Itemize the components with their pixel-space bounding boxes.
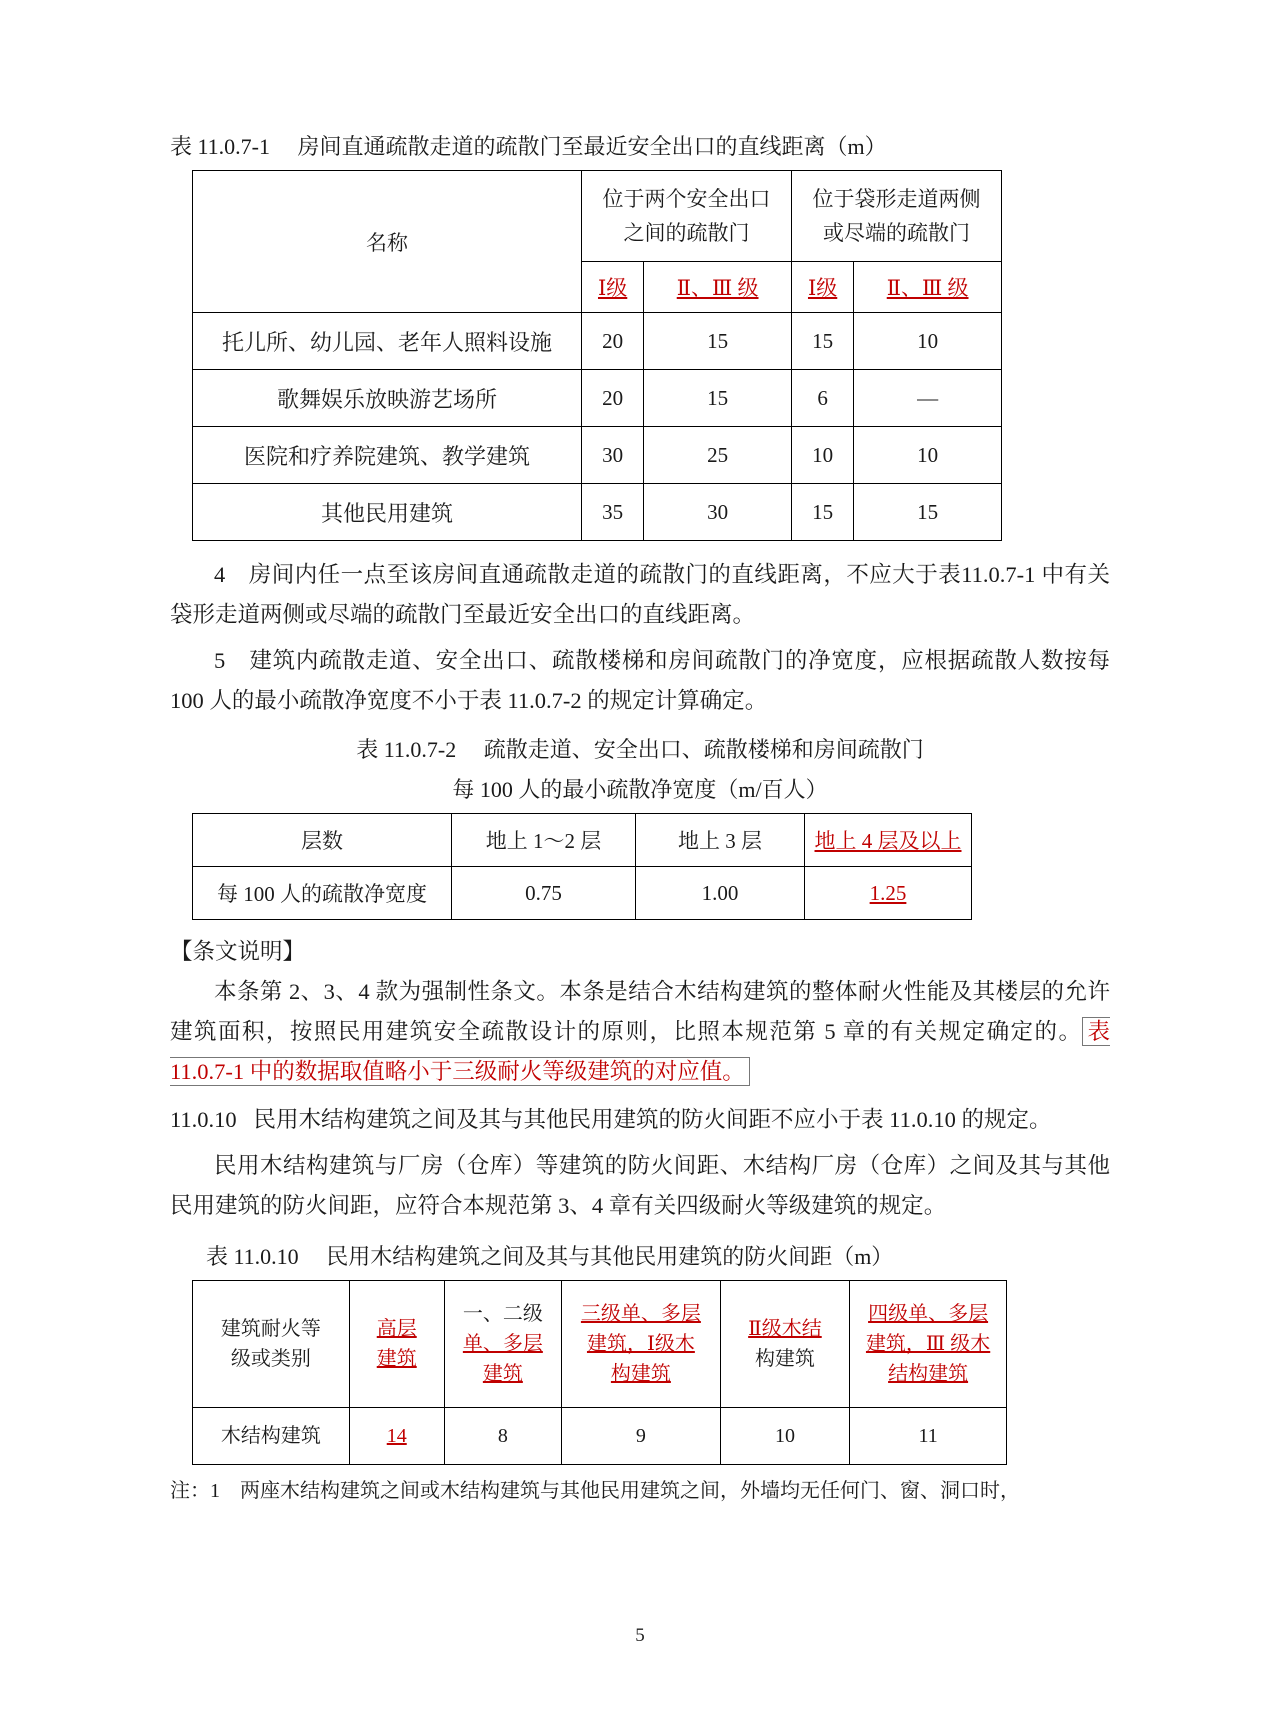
explanation-heading: 【条文说明】 [170,939,306,964]
table1-row1-v3: 6 [791,370,853,427]
table3-header-c1-line1: 建筑耐火等 [220,1318,321,1340]
table1-row0-name: 托儿所、幼儿园、老年人照料设施 [193,313,582,370]
table1-subheader-2: Ⅱ、Ⅲ 级 [644,262,792,313]
table3-header-c5-line1: Ⅱ级木结 [748,1318,822,1340]
table2-row-c4: 1.25 [805,867,972,920]
table1-row3-name: 其他民用建筑 [193,484,582,541]
table1-row3-v1: 35 [582,484,644,541]
table3-header-c1-line2: 级或类别 [230,1348,311,1370]
table3-row-c6: 11 [850,1408,1007,1465]
table3-header-c4 [562,1281,721,1408]
page-number: 5 [635,1625,645,1646]
table1-row1-v4: — [854,370,1002,427]
table3-header-c4-line1: 三级单、多层 [580,1303,701,1325]
table1-subheader-1: Ⅰ级 [582,262,644,313]
table3-row-c2: 14 [349,1408,444,1465]
table1-row2-v4: 10 [854,427,1002,484]
table1-row2-v3: 10 [791,427,853,484]
table-11-0-7-1 [192,170,1002,541]
table-row [193,814,972,867]
table1-caption [170,130,1110,164]
table-row [193,1408,1007,1465]
page-content [170,130,1110,1507]
table3-header-c2 [349,1281,444,1408]
table3-header-c1 [193,1281,350,1408]
table3-header-c6-line2: 建筑，Ⅲ 级木 [865,1333,991,1355]
table3-header-c2-line1: 高层 [376,1318,417,1340]
table1-row2-name: 医院和疗养院建筑、教学建筑 [193,427,582,484]
table2-header-c3: 地上 3 层 [636,814,805,867]
table-row [193,484,1002,541]
table3-header-c4-line2: 建筑，Ⅰ级木 [586,1333,695,1355]
table3-header-c6-line3: 结构建筑 [888,1363,969,1385]
table3-caption-label: 表 11.0.10 [206,1244,299,1269]
table2-caption-label: 表 11.0.7-2 [356,737,457,762]
table3-row-c5: 10 [720,1408,849,1465]
clause-text: 民用木结构建筑之间及其与其他民用建筑的防火间距不应小于表 11.0.10 的规定。 [253,1107,1052,1132]
table3-header-c6 [850,1281,1007,1408]
explanation-body-text: 本条第 2、3、4 款为强制性条文。本条是结合木结构建筑的整体耐火性能及其楼层的允许建筑面积，按照民用建筑安全疏散设计的原则，比照本规范第 5 章的有关规定确定的。 [170,979,1110,1044]
paragraph-item-4: 4 房间内任一点至该房间直通疏散走道的疏散门的直线距离，不应大于表11.0.7-1 中有关袋形走道两侧或尽端的疏散门至最近安全出口的直线距离。 [170,562,1110,627]
table3-row-c1: 木结构建筑 [193,1408,350,1465]
table-11-0-10 [192,1280,1007,1465]
table3-header-c5-line2: 构建筑 [754,1348,815,1370]
table1-row3-v3: 15 [791,484,853,541]
table2-header-c1: 层数 [193,814,452,867]
table1-row0-v1: 20 [582,313,644,370]
table1-row1-v1: 20 [582,370,644,427]
table1-header-group1-line2: 之间的疏散门 [623,221,750,245]
table1-row2-v1: 30 [582,427,644,484]
table3-footnote: 注：1 两座木结构建筑之间或木结构建筑与其他民用建筑之间，外墙均无任何门、窗、洞口时， [170,1480,1020,1502]
table1-header-group2-line2: 或尽端的疏散门 [822,221,970,245]
clause-11-0-10 [170,1100,1110,1140]
table3-header-c3-line2: 单、多层 [462,1333,543,1355]
table1-row0-v4: 10 [854,313,1002,370]
table-row [193,313,1002,370]
table-row [193,171,1002,262]
table3-header-c3 [444,1281,562,1408]
table3-header-c6-line1: 四级单、多层 [868,1303,989,1325]
table1-row3-v4: 15 [854,484,1002,541]
table1-header-group2-line1: 位于袋形走道两侧 [812,187,981,211]
table2-caption-line1 [170,733,1110,767]
table2-header-c4: 地上 4 层及以上 [805,814,972,867]
table2-row-c3: 1.00 [636,867,805,920]
table3-caption-text: 民用木结构建筑之间及其与其他民用建筑的防火间距（m） [326,1244,894,1269]
table2-header-c2: 地上 1～2 层 [452,814,636,867]
table1-subheader-3: Ⅰ级 [791,262,853,313]
explanation-body [170,972,1110,1092]
table2-row-c2: 0.75 [452,867,636,920]
clause-11-0-10-para2: 民用木结构建筑与厂房（仓库）等建筑的防火间距、木结构厂房（仓库）之间及其与其他民用建筑的防火间距，应符合本规范第 3、4 章有关四级耐火等级建筑的规定。 [170,1153,1110,1218]
table1-header-name: 名称 [193,171,582,313]
table3-row-c4: 9 [562,1408,721,1465]
table-row [193,867,972,920]
table3-caption [206,1240,1110,1274]
table1-row3-v2: 30 [644,484,792,541]
table-11-0-7-2 [192,813,972,920]
table-row [193,370,1002,427]
table3-header-c2-line2: 建筑 [376,1348,417,1370]
table1-header-group1 [582,171,792,262]
explanation-boxed-note: 表 11.0.7-1 中的数据取值略小于三级耐火等级建筑的对应值。 [170,1019,1110,1084]
table-row [193,1281,1007,1408]
table2-caption-text: 疏散走道、安全出口、疏散楼梯和房间疏散门 [483,737,924,762]
table1-subheader-4: Ⅱ、Ⅲ 级 [854,262,1002,313]
table2-row-c1: 每 100 人的疏散净宽度 [193,867,452,920]
table3-header-c5 [720,1281,849,1408]
table3-header-c4-line3: 构建筑 [610,1363,671,1385]
table1-row0-v2: 15 [644,313,792,370]
table1-header-group2 [791,171,1001,262]
table1-row0-v3: 15 [791,313,853,370]
table-row [193,427,1002,484]
table2-caption-line2: 每 100 人的最小疏散净宽度（m/百人） [452,777,828,802]
table1-row2-v2: 25 [644,427,792,484]
paragraph-item-5: 5 建筑内疏散走道、安全出口、疏散楼梯和房间疏散门的净宽度，应根据疏散人数按每 100 人的最小疏散净宽度不小于表 11.0.7-2 的规定计算确定。 [170,648,1110,713]
table1-caption-label: 表 11.0.7-1 [170,134,271,159]
table3-header-c3-line1: 一、二级 [462,1303,543,1325]
table1-row1-name: 歌舞娱乐放映游艺场所 [193,370,582,427]
clause-number: 11.0.10 [170,1107,237,1132]
table3-row-c3: 8 [444,1408,562,1465]
table1-caption-text: 房间直通疏散走道的疏散门至最近安全出口的直线距离（m） [297,134,887,159]
table1-row1-v2: 15 [644,370,792,427]
table3-header-c3-line3: 建筑 [482,1363,523,1385]
table1-header-group1-line1: 位于两个安全出口 [602,187,771,211]
